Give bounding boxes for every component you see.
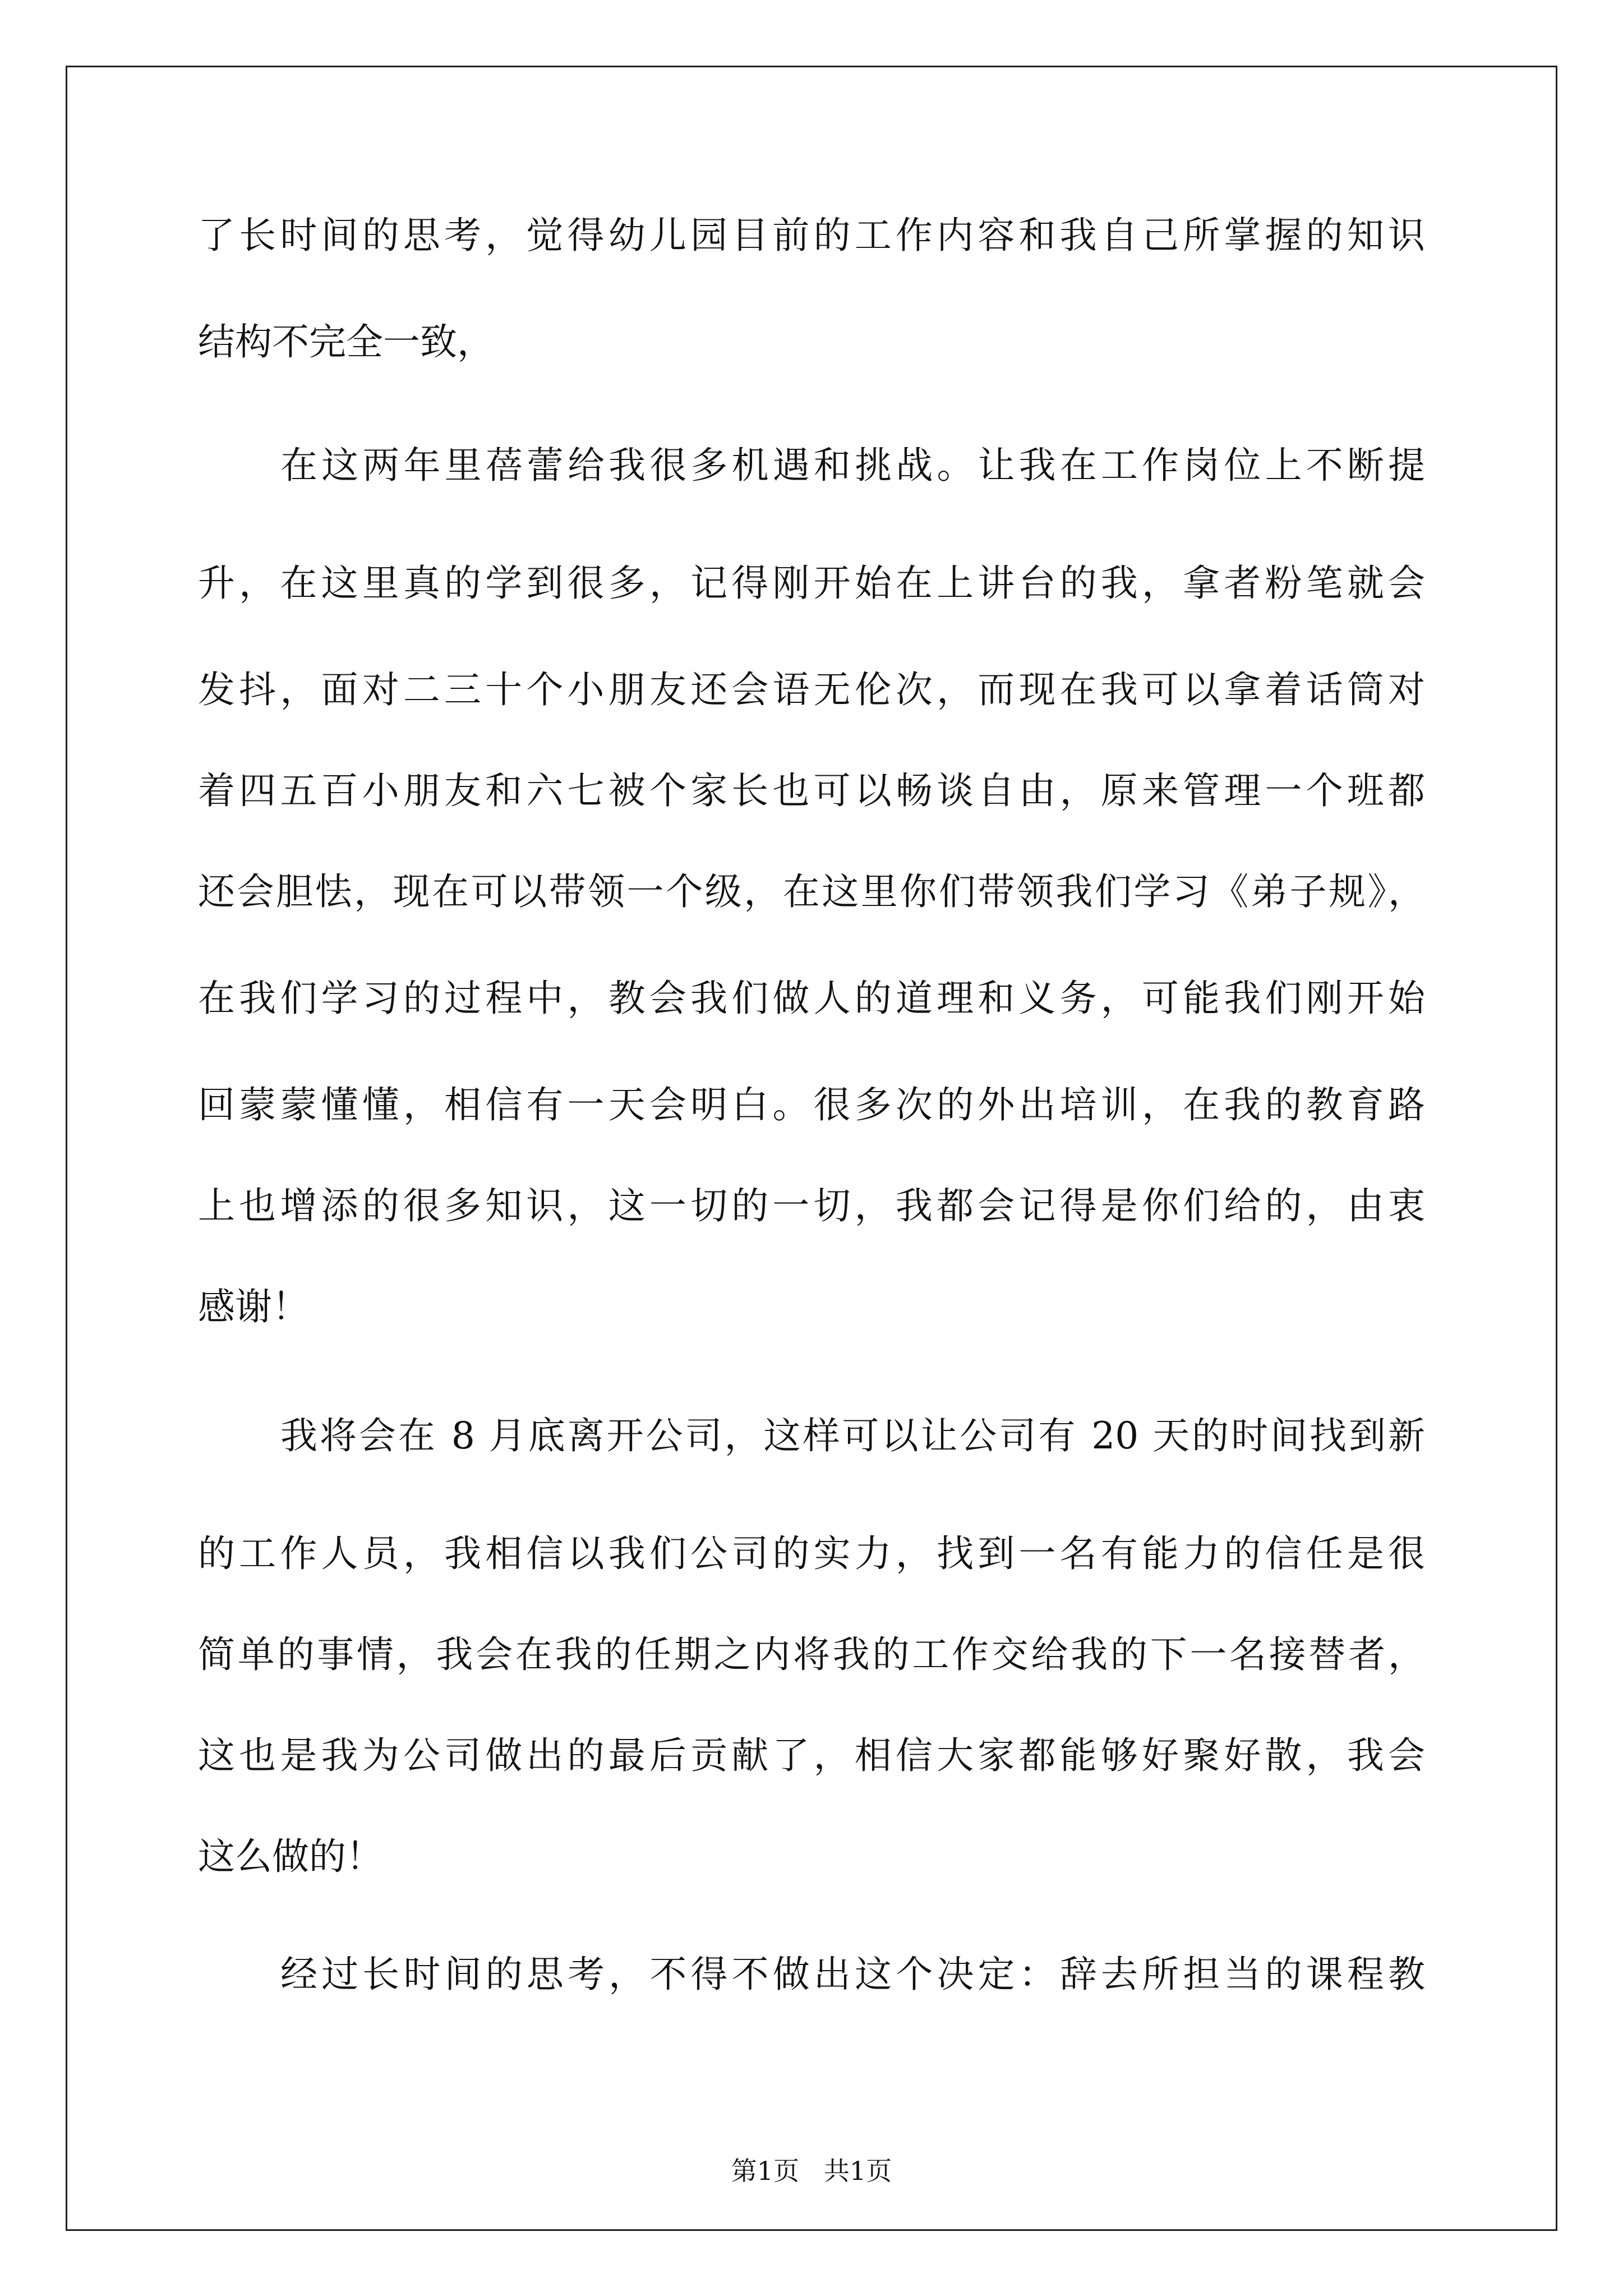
text-line: 回蒙蒙懂懂，相信有一天会明白。很多次的外出培训，在我的教育路 bbox=[198, 1083, 1425, 1126]
text-line: 在这两年里蓓蕾给我很多机遇和挑战。让我在工作岗位上不断提 bbox=[280, 444, 1425, 487]
page-footer: 第1页 共1页 bbox=[731, 2156, 892, 2186]
text-line: 简单的事情，我会在我的任期之内将我的工作交给我的下一名接替者， bbox=[198, 1633, 1425, 1676]
text-line: 着四五百小朋友和六七被个家长也可以畅谈自由，原来管理一个班都 bbox=[198, 769, 1425, 812]
page-border bbox=[66, 66, 1557, 2231]
text-line: 这么做的！ bbox=[198, 1835, 383, 1878]
text-line: 的工作人员，我相信以我们公司的实力，找到一名有能力的信任是很 bbox=[198, 1532, 1425, 1575]
text-line: 在我们学习的过程中，教会我们做人的道理和义务，可能我们刚开始 bbox=[198, 977, 1425, 1020]
text-line: 结构不完全一致， bbox=[198, 320, 494, 364]
text-line: 我将会在 8 月底离开公司，这样可以让公司有 20 天的时间找到新 bbox=[280, 1414, 1425, 1457]
text-line: 升，在这里真的学到很多，记得刚开始在上讲台的我，拿者粉笔就会 bbox=[198, 562, 1425, 605]
text-line: 经过长时间的思考，不得不做出这个决定：辞去所担当的课程教 bbox=[280, 1953, 1425, 1996]
text-line: 还会胆怯，现在可以带领一个级，在这里你们带领我们学习《弟子规》， bbox=[198, 870, 1425, 913]
text-line: 感谢！ bbox=[198, 1285, 309, 1328]
text-line: 上也增添的很多知识，这一切的一切，我都会记得是你们给的，由衷 bbox=[198, 1184, 1425, 1227]
text-line: 了长时间的思考，觉得幼儿园目前的工作内容和我自己所掌握的知识 bbox=[198, 214, 1425, 257]
text-line: 发抖，面对二三十个小朋友还会语无伦次，而现在我可以拿着话筒对 bbox=[198, 668, 1425, 711]
text-line: 这也是我为公司做出的最后贡献了，相信大家都能够好聚好散，我会 bbox=[198, 1734, 1425, 1777]
